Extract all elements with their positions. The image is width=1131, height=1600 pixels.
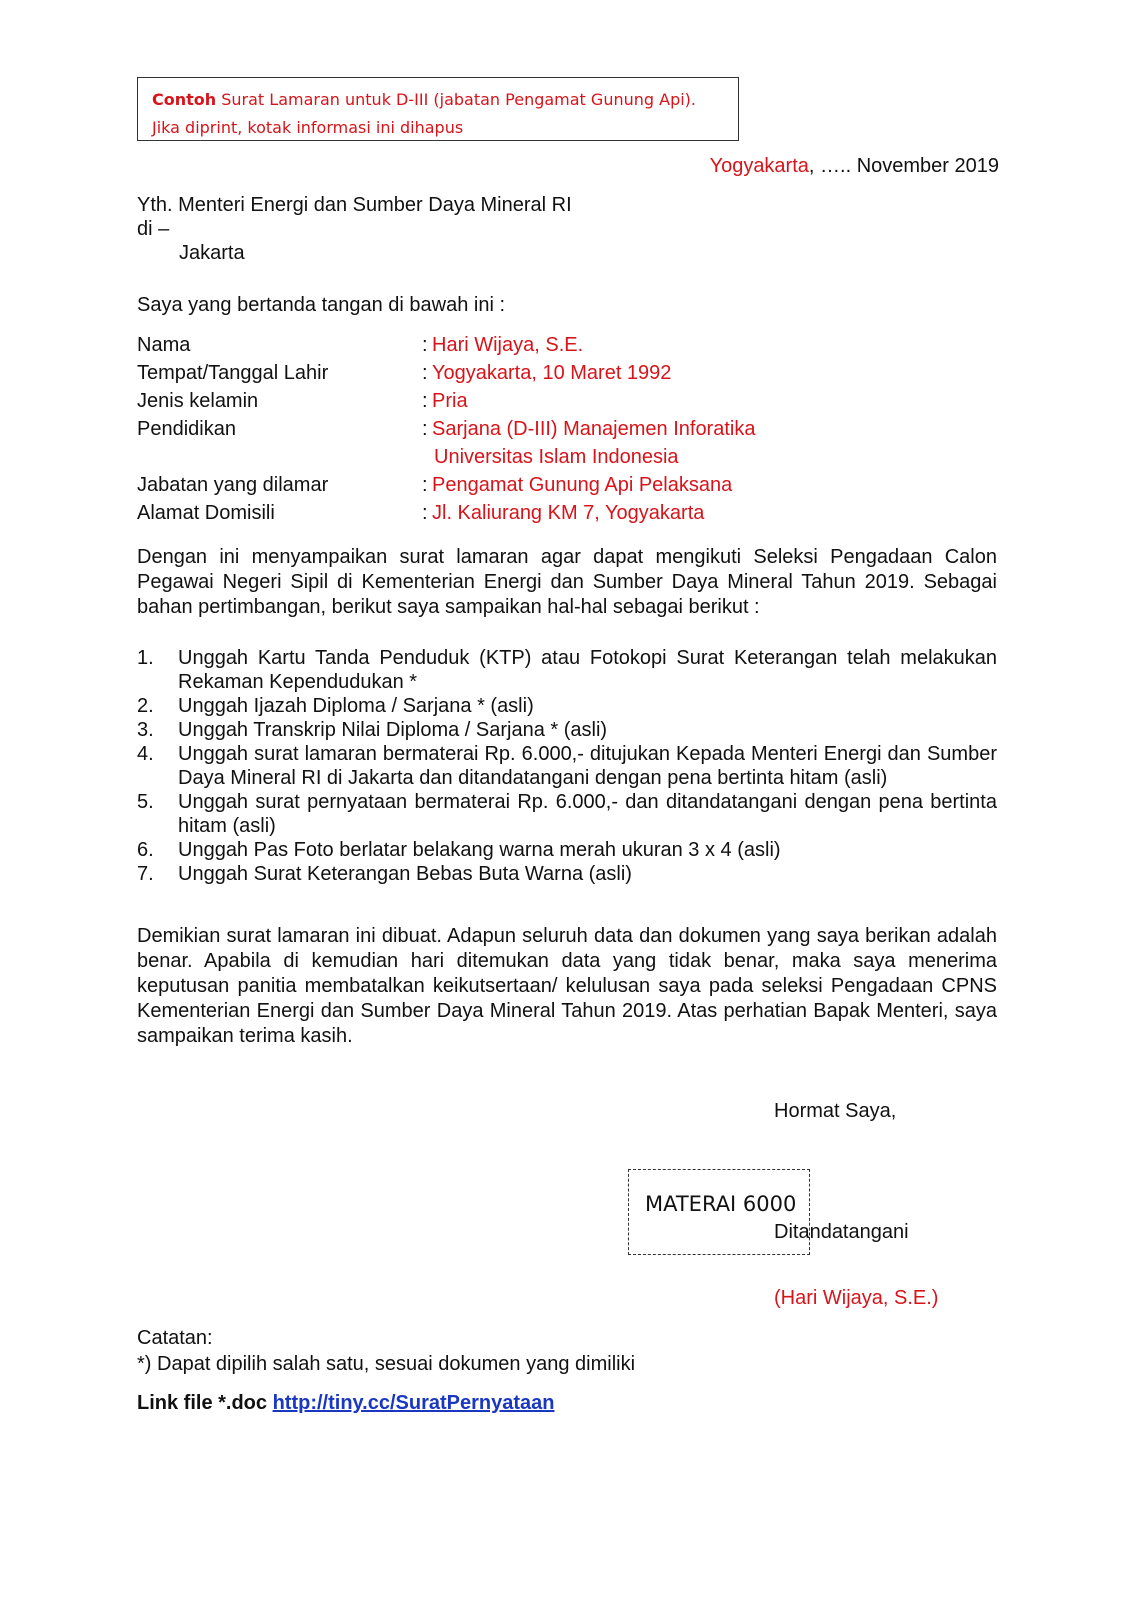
recipient-city: Jakarta	[179, 242, 245, 264]
field-colon: :	[422, 474, 428, 496]
field-row	[137, 415, 755, 443]
field-label: Jabatan yang dilamar	[137, 474, 329, 496]
signed-label: Ditandatangani	[774, 1221, 909, 1243]
closing-greeting: Hormat Saya,	[774, 1100, 897, 1122]
field-label: Alamat Domisili	[137, 502, 275, 524]
field-colon: :	[422, 362, 428, 384]
list-item	[137, 790, 997, 838]
list-text: Unggah Surat Keterangan Bebas Buta Warna (asli)	[178, 863, 632, 885]
list-number: 1.	[137, 647, 154, 669]
note-text: *) Dapat dipilih salah satu, sesuai dokumen yang dimiliki	[137, 1353, 636, 1375]
field-colon	[422, 443, 432, 471]
field-row	[137, 443, 755, 471]
materai-label: MATERAI 6000	[645, 1192, 797, 1216]
field-colon: :	[422, 502, 428, 524]
list-item	[137, 862, 997, 886]
field-value: Sarjana (D-III) Manajemen Inforatika	[432, 418, 756, 440]
info-box-line-1: Contoh Surat Lamaran untuk D-III (jabatan Pengamat Gunung Api).	[152, 90, 696, 109]
field-value: Pria	[432, 390, 468, 412]
date-rest: , ….. November 2019	[808, 155, 999, 177]
list-number: 3.	[137, 719, 154, 741]
list-text: Unggah Pas Foto berlatar belakang warna merah ukuran 3 x 4 (asli)	[178, 839, 781, 861]
field-label	[137, 443, 422, 471]
body-paragraph-2: Demikian surat lamaran ini dibuat. Adapun seluruh data dan dokumen yang saya berikan adalah benar. Apabila di kemudian hari ditemukan data yang tidak benar, maka saya menerima keputusan panitia membatalkan keikutsertaan/ kelulusan saya pada seleksi Pengadaan CPNS Kementerian Energi dan Sumber Daya Mineral Tahun 2019. Atas perhatian Bapak Menteri, saya sampaikan terima kasih.	[137, 925, 997, 1047]
field-label: Tempat/Tanggal Lahir	[137, 362, 329, 384]
recipient-address	[137, 193, 572, 265]
body-paragraph-1: Dengan ini menyampaikan surat lamaran agar dapat mengikuti Seleksi Pengadaan Calon Pegawai Negeri Sipil di Kementerian Energi dan Sumber Daya Mineral Tahun 2019. Sebagai bahan pertimbangan, berikut saya sampaikan hal-hal sebagai berikut :	[137, 546, 997, 618]
field-colon: :	[422, 418, 428, 440]
field-value: Jl. Kaliurang KM 7, Yogyakarta	[432, 502, 705, 524]
list-text: Unggah Transkrip Nilai Diploma / Sarjana * (asli)	[178, 719, 608, 741]
link-label: Link file *.doc	[137, 1392, 273, 1414]
list-item	[137, 718, 997, 742]
doc-link[interactable]: http://tiny.cc/SuratPernyataan	[272, 1392, 555, 1414]
field-value: Yogyakarta, 10 Maret 1992	[432, 362, 672, 384]
list-text: Unggah Kartu Tanda Penduduk (KTP) atau Fotokopi Surat Keterangan telah melakukan Rekaman Kependudukan *	[178, 647, 997, 693]
field-colon: :	[422, 334, 428, 356]
recipient-line-1: Yth. Menteri Energi dan Sumber Daya Mineral RI	[137, 194, 572, 216]
note-section	[137, 1325, 635, 1377]
field-value: Pengamat Gunung Api Pelaksana	[432, 474, 733, 496]
info-box-line-2: Jika diprint, kotak informasi ini dihapus	[152, 118, 464, 137]
info-box	[137, 77, 739, 141]
requirements-list	[137, 646, 997, 886]
intro-text: Saya yang bertanda tangan di bawah ini :	[137, 294, 506, 316]
field-row	[137, 499, 755, 527]
list-item	[137, 694, 997, 718]
field-colon: :	[422, 390, 428, 412]
recipient-line-2: di –	[137, 218, 170, 240]
list-item	[137, 646, 997, 694]
field-value: Hari Wijaya, S.E.	[432, 334, 584, 356]
list-text: Unggah surat lamaran bermaterai Rp. 6.000,- ditujukan Kepada Menteri Energi dan Sumber Daya Mineral RI di Jakarta dan ditandatangani dengan pena bertinta hitam (asli)	[178, 743, 997, 789]
field-label: Pendidikan	[137, 418, 236, 440]
letter-date	[710, 152, 999, 180]
list-item	[137, 742, 997, 790]
field-label: Nama	[137, 334, 191, 356]
field-row	[137, 331, 755, 359]
list-text: Unggah Ijazah Diploma / Sarjana * (asli)	[178, 695, 534, 717]
date-place: Yogyakarta	[709, 155, 809, 177]
field-row	[137, 387, 755, 415]
field-label: Jenis kelamin	[137, 390, 259, 412]
list-number: 7.	[137, 863, 154, 885]
note-title: Catatan:	[137, 1327, 213, 1349]
list-number: 4.	[137, 743, 154, 765]
list-item	[137, 838, 997, 862]
list-number: 6.	[137, 839, 154, 861]
field-value: Universitas Islam Indonesia	[434, 446, 679, 468]
field-row	[137, 359, 755, 387]
list-text: Unggah surat pernyataan bermaterai Rp. 6.000,- dan ditandatangani dengan pena bertinta hitam (asli)	[178, 791, 997, 837]
doc-link-line	[137, 1390, 555, 1416]
signature-name: (Hari Wijaya, S.E.)	[774, 1287, 939, 1309]
field-row	[137, 471, 755, 499]
list-number: 5.	[137, 791, 154, 813]
list-number: 2.	[137, 695, 154, 717]
personal-data	[137, 331, 755, 527]
